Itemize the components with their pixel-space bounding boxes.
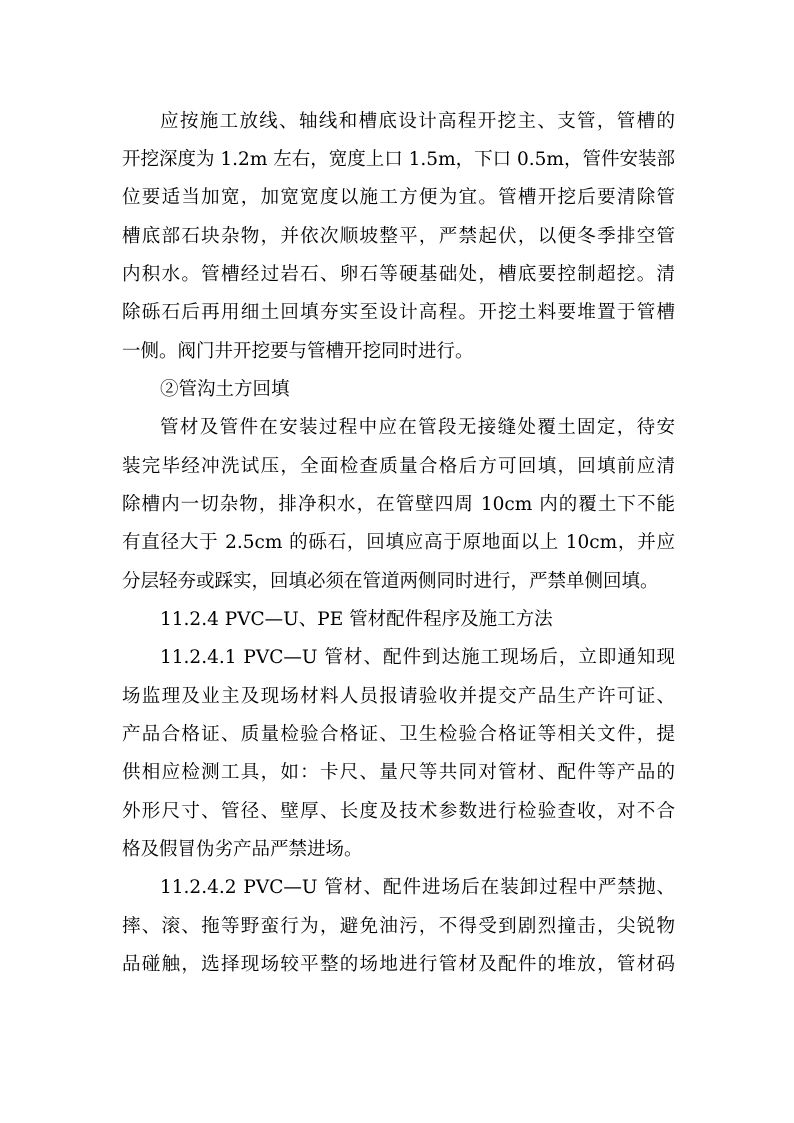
text-line: 除槽内一切杂物，排净积水，在管壁四周 10cm 内的覆土下不能 — [122, 494, 675, 515]
text-line: 除砾石后再用细土回填夯实至设计高程。开挖土料要堆置于管槽 — [122, 302, 675, 323]
section-heading: ②管沟土方回填 — [160, 379, 290, 400]
text-line: 供相应检测工具，如：卡尺、量尺等共同对管材、配件等产品的 — [122, 762, 675, 783]
text-line: 有直径大于 2.5cm 的砾石，回填应高于原地面以上 10cm，并应 — [122, 532, 675, 553]
text-line: 场监理及业主及现场材料人员报请验收并提交产品生产许可证、 — [122, 686, 675, 707]
text-line: 摔、滚、拖等野蛮行为，避免油污，不得受到剧烈撞击，尖锐物 — [122, 916, 675, 937]
text-line: 11.2.4.2 PVC—U 管材、配件进场后在装卸过程中严禁抛、 — [160, 877, 675, 898]
text-line: 装完毕经冲洗试压，全面检查质量合格后方可回填，回填前应清 — [122, 456, 675, 477]
text-line: 品碰触，选择现场较平整的场地进行管材及配件的堆放，管材码 — [122, 954, 675, 975]
text-line: 槽底部石块杂物，并依次顺坡整平，严禁起伏，以便冬季排空管 — [122, 226, 675, 247]
text-line: 内积水。管槽经过岩石、卵石等硬基础处，槽底要控制超挖。清 — [122, 264, 675, 285]
text-line: 位要适当加宽，加宽宽度以施工方便为宜。管槽开挖后要清除管 — [122, 187, 675, 208]
text-line: 格及假冒伪劣产品严禁进场。 — [122, 839, 363, 860]
text-line: 11.2.4.1 PVC—U 管材、配件到达施工现场后，立即通知现 — [160, 647, 675, 668]
text-line: 应按施工放线、轴线和槽底设计高程开挖主、支管，管槽的 — [160, 111, 675, 132]
text-line: 管材及管件在安装过程中应在管段无接缝处覆土固定，待安 — [160, 417, 675, 438]
text-line: 开挖深度为 1.2m 左右，宽度上口 1.5m，下口 0.5m，管件安装部 — [122, 149, 675, 170]
text-line: 产品合格证、质量检验合格证、卫生检验合格证等相关文件，提 — [122, 724, 675, 745]
text-line: 一侧。阀门井开挖要与管槽开挖同时进行。 — [122, 341, 474, 362]
section-heading: 11.2.4 PVC—U、PE 管材配件程序及施工方法 — [160, 609, 553, 630]
text-line: 外形尺寸、管径、壁厚、长度及技术参数进行检验查收，对不合 — [122, 801, 675, 822]
text-line: 分层轻夯或踩实，回填必须在管道两侧同时进行，严禁单侧回填。 — [122, 571, 659, 592]
